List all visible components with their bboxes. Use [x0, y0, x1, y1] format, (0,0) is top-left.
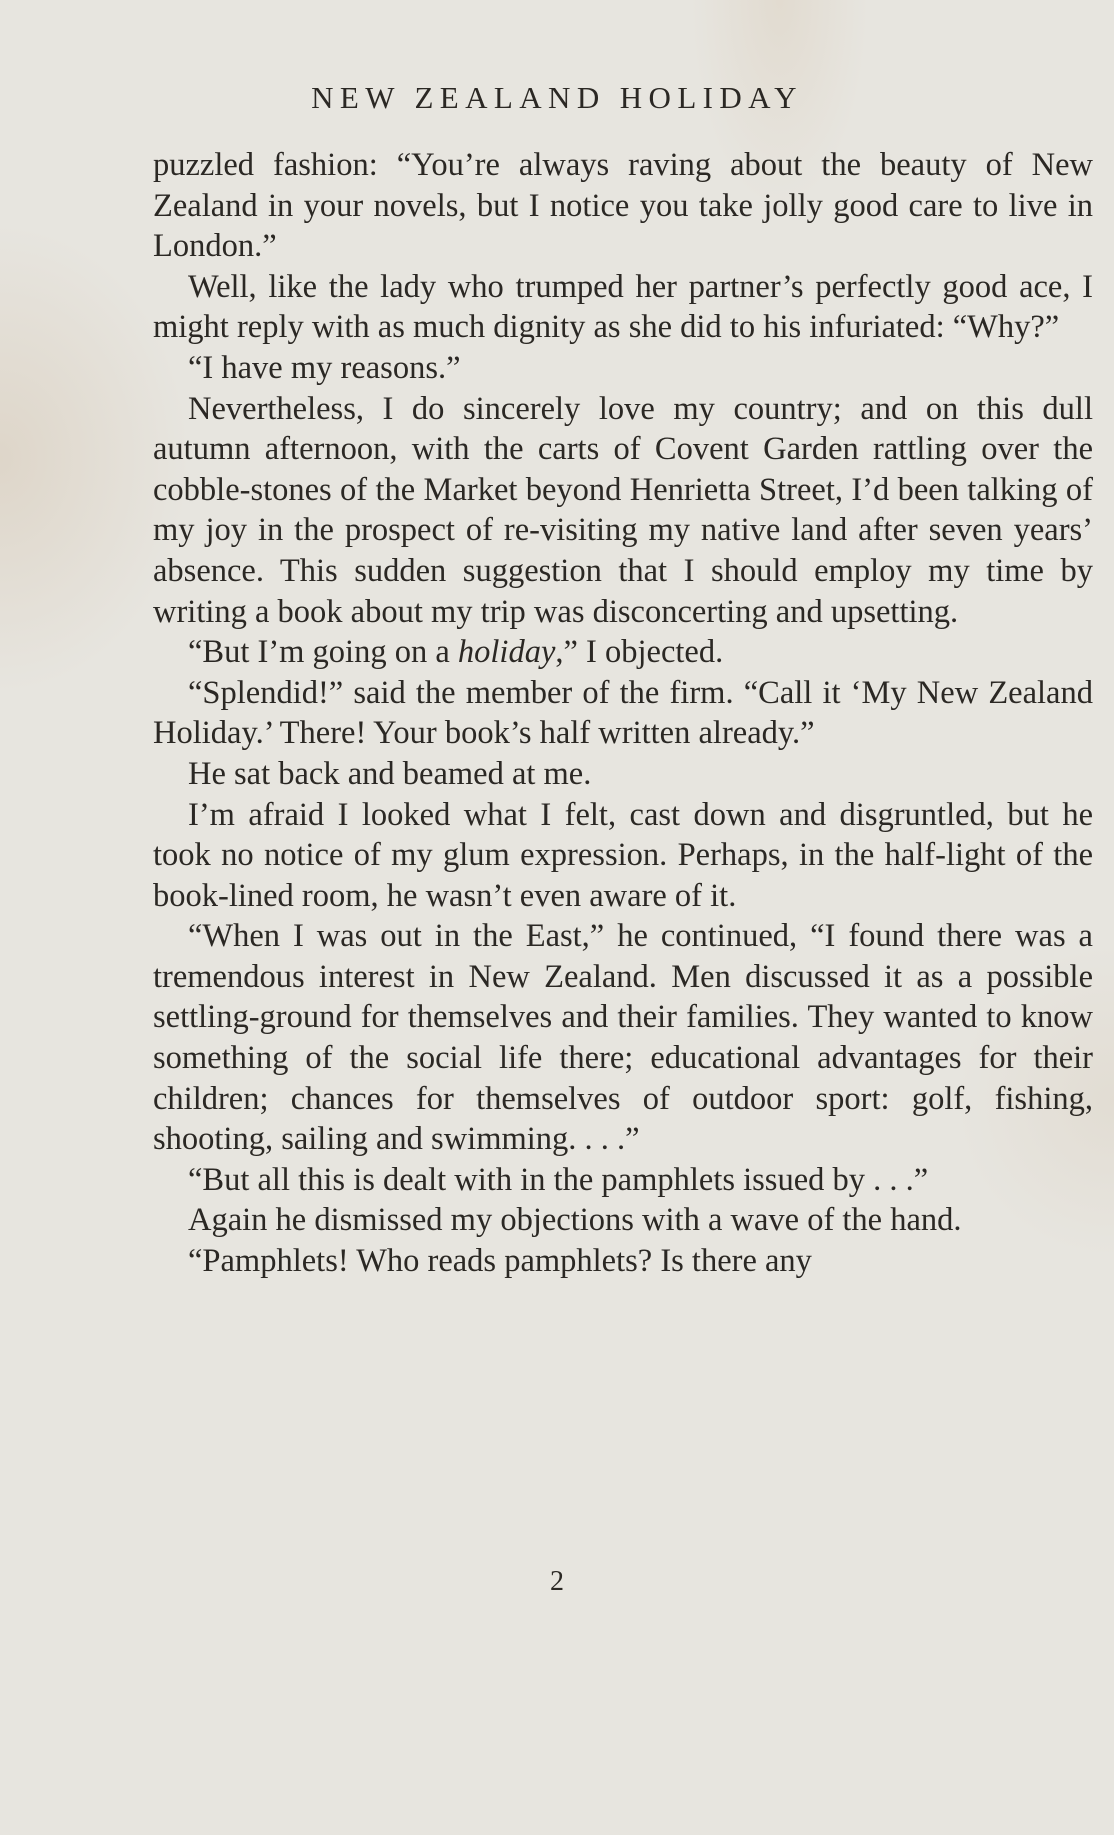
paragraph-nevertheless: Nevertheless, I do sincerely love my country; and on this dull autumn afternoon, with the carts of Covent Garden rattling over the cobble-stones of the Market beyond Henrietta Street, I’d been talking of my joy in the prospect of re-visiting my native land after seven years’ absence. This sudden suggestion that I should employ my time by writing a book about my trip was disconcerting and upsetting. — [153, 390, 1093, 630]
paragraph-continuation: puzzled fashion: “You’re always raving about the beauty of New Zealand in your novels, but I notice you take jolly good care to live in London.” — [153, 147, 1093, 265]
body-text — [153, 145, 1093, 1282]
page-number: 2 — [550, 1566, 564, 1597]
paragraph-lady-trumped: Well, like the lady who trumped her partner’s perfectly good ace, I might reply with as much dignity as she did to his infuriated: “Why?” — [153, 268, 1093, 346]
running-head: NEW ZEALAND HOLIDAY — [311, 80, 803, 115]
paragraph-disgruntled: I’m afraid I looked what I felt, cast down and disgruntled, but he took no notice of my glum expression. Perhaps, in the half-light of the book-lined room, he wasn’t even aware of it. — [153, 796, 1093, 914]
paragraph-beamed: He sat back and beamed at me. — [188, 755, 592, 792]
paragraph-holiday-objection — [153, 632, 1093, 673]
paragraph-splendid: “Splendid!” said the member of the firm. “Call it ‘My New Zealand Holiday.’ There! Your book’s half written already.” — [153, 674, 1093, 752]
paragraph-dismissed: Again he dismissed my objections with a wave of the hand. — [188, 1202, 962, 1239]
holiday-objection-before: “But I’m going on a — [188, 634, 458, 671]
paragraph-east: “When I was out in the East,” he continued, “I found there was a tremendous interest in New Zealand. Men discussed it as a possible settling-ground for themselves and their families. They wanted to know something of the social life there; educational advantages for their children; chances for themselves of outdoor sport: golf, fishing, shooting, sailing and swimming. . . .” — [153, 918, 1093, 1158]
paragraph-who-reads: “Pamphlets! Who reads pamphlets? Is there any — [188, 1243, 812, 1280]
paragraph-pamphlets-issued: “But all this is dealt with in the pamphlets issued by . . .” — [188, 1161, 929, 1198]
holiday-emphasis: holiday — [457, 634, 556, 671]
paragraph-reasons: “I have my reasons.” — [188, 349, 461, 386]
holiday-objection-after: ,” I objected. — [555, 634, 724, 671]
